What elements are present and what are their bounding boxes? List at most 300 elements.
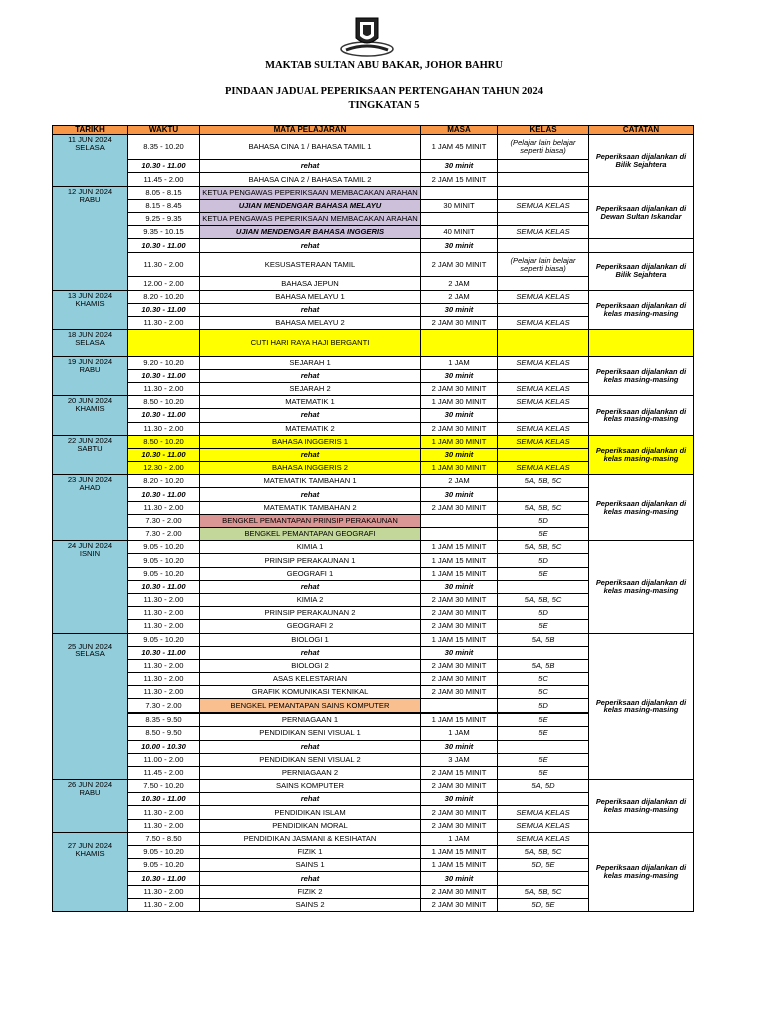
subject-cell: PENDIDIKAN JASMANI & KESIHATAN [200, 832, 421, 845]
day-text: AHAD [79, 483, 101, 493]
masa-cell: 2 JAM 30 MINIT [421, 673, 498, 686]
kelas-cell: SEMUA KELAS [498, 356, 589, 369]
break-cell: rehat [200, 369, 421, 382]
time-cell: 10.30 - 11.00 [128, 646, 200, 659]
time-cell: 8.15 - 8.45 [128, 199, 200, 212]
header-mata-pelajaran: MATA PELAJARAN [200, 126, 421, 135]
school-name: MAKTAB SULTAN ABU BAKAR, JOHOR BAHRU [265, 60, 503, 71]
table-row [53, 435, 694, 448]
catatan-cell: Peperiksaan dijalankan di Dewan Sultan Iskandar [589, 186, 694, 239]
time-cell: 10.30 - 11.00 [128, 303, 200, 316]
time-cell: 11.30 - 2.00 [128, 501, 200, 514]
header-catatan: CATATAN [589, 126, 694, 135]
kelas-cell [498, 646, 589, 659]
break-cell: rehat [200, 409, 421, 422]
subject-cell: GRAFIK KOMUNIKASI TEKNIKAL [200, 686, 421, 699]
kelas-cell: 5A, 5B, 5C [498, 541, 589, 554]
time-cell: 11.30 - 2.00 [128, 806, 200, 819]
subject-cell: MATEMATIK TAMBAHAN 1 [200, 475, 421, 488]
catatan-cell: Peperiksaan dijalankan di kelas masing-masing [589, 541, 694, 633]
masa-cell: 30 minit [421, 369, 498, 382]
time-cell: 10.30 - 11.00 [128, 793, 200, 806]
time-cell: 12.00 - 2.00 [128, 277, 200, 290]
subject-cell: MATEMATIK 1 [200, 396, 421, 409]
time-cell: 10.30 - 11.00 [128, 580, 200, 593]
time-cell: 9.25 - 9.35 [128, 213, 200, 226]
time-cell: 12.30 - 2.00 [128, 462, 200, 475]
day-text: KHAMIS [75, 298, 105, 308]
day-text: KHAMIS [75, 848, 105, 858]
kelas-cell [498, 213, 589, 226]
time-cell: 10.30 - 11.00 [128, 369, 200, 382]
time-cell: 11.30 - 2.00 [128, 422, 200, 435]
masa-cell [421, 528, 498, 541]
masa-cell: 30 minit [421, 303, 498, 316]
masa-cell: 2 JAM 30 MINIT [421, 317, 498, 330]
subject-cell: SEJARAH 1 [200, 356, 421, 369]
header-masa: MASA [421, 126, 498, 135]
time-cell: 11.30 - 2.00 [128, 673, 200, 686]
kelas-cell: 5E [498, 766, 589, 779]
date-cell [53, 330, 128, 356]
table-row [53, 290, 694, 303]
subject-cell: PERNIAGAAN 1 [200, 714, 421, 727]
kelas-cell: 5A, 5B, 5C [498, 475, 589, 488]
time-cell: 7.50 - 10.20 [128, 780, 200, 793]
time-cell: 7.30 - 2.00 [128, 514, 200, 527]
kelas-cell [498, 330, 589, 356]
kelas-cell: SEMUA KELAS [498, 819, 589, 832]
time-cell [128, 330, 200, 356]
time-cell: 11.45 - 2.00 [128, 173, 200, 186]
subject-cell: UJIAN MENDENGAR BAHASA INGGERIS [200, 226, 421, 239]
masa-cell: 2 JAM 30 MINIT [421, 422, 498, 435]
time-cell: 8.50 - 9.50 [128, 727, 200, 740]
subject-cell: BENGKEL PEMANTAPAN SAINS KOMPUTER [200, 699, 421, 712]
kelas-cell: 5E [498, 567, 589, 580]
holiday-label: CUTI HARI RAYA HAJI BERGANTI [200, 330, 421, 356]
date-cell [53, 290, 128, 330]
masa-cell: 2 JAM 30 MINIT [421, 607, 498, 620]
masa-cell: 1 JAM 15 MINIT [421, 633, 498, 646]
masa-cell: 1 JAM [421, 727, 498, 740]
kelas-cell: 5A, 5B, 5C [498, 501, 589, 514]
break-cell: rehat [200, 580, 421, 593]
day-text: RABU [79, 788, 101, 798]
table-row [53, 356, 694, 369]
kelas-cell: SEMUA KELAS [498, 199, 589, 212]
header-tarikh: TARIKH [53, 126, 128, 135]
masa-cell: 30 MINIT [421, 199, 498, 212]
date-cell [53, 135, 128, 186]
masa-cell: 30 minit [421, 409, 498, 422]
time-cell: 11.30 - 2.00 [128, 607, 200, 620]
masa-cell [421, 330, 498, 356]
kelas-cell: SEMUA KELAS [498, 435, 589, 448]
date-text: 12 JUN 2024 [67, 186, 113, 196]
masa-cell: 2 JAM 30 MINIT [421, 593, 498, 606]
time-cell: 10.30 - 11.00 [128, 872, 200, 885]
kelas-cell [498, 409, 589, 422]
date-text: 13 JUN 2024 [67, 290, 113, 300]
kelas-cell: (Pelajar lain belajar seperti biasa) [498, 252, 589, 277]
subject-cell: KETUA PENGAWAS PEPERIKSAAN MEMBACAKAN ARAHAN [200, 213, 421, 226]
kelas-cell: 5E [498, 714, 589, 727]
kelas-cell [498, 872, 589, 885]
kelas-cell [498, 369, 589, 382]
catatan-cell: Peperiksaan dijalankan di kelas masing-masing [589, 780, 694, 833]
time-cell: 10.30 - 11.00 [128, 409, 200, 422]
masa-cell [421, 213, 498, 226]
subject-cell: FIZIK 1 [200, 846, 421, 859]
subject-cell: BENGKEL PEMANTAPAN GEOGRAFI [200, 528, 421, 541]
time-cell: 9.05 - 10.20 [128, 859, 200, 872]
kelas-cell: SEMUA KELAS [498, 382, 589, 395]
day-text: RABU [79, 364, 101, 374]
subject-cell: BAHASA MELAYU 1 [200, 290, 421, 303]
header-waktu: WAKTU [128, 126, 200, 135]
subject-cell: MATEMATIK 2 [200, 422, 421, 435]
time-cell: 11.30 - 2.00 [128, 659, 200, 672]
date-cell [53, 541, 128, 633]
kelas-cell [498, 488, 589, 501]
time-cell: 9.20 - 10.20 [128, 356, 200, 369]
catatan-cell: Peperiksaan dijalankan di kelas masing-masing [589, 396, 694, 436]
break-cell: rehat [200, 488, 421, 501]
masa-cell: 2 JAM 15 MINIT [421, 766, 498, 779]
kelas-cell: 5C [498, 673, 589, 686]
masa-cell: 1 JAM [421, 356, 498, 369]
kelas-cell [498, 239, 589, 252]
time-cell: 11.45 - 2.00 [128, 766, 200, 779]
subject-cell: BIOLOGI 2 [200, 659, 421, 672]
subject-cell: PRINSIP PERAKAUNAN 1 [200, 554, 421, 567]
masa-cell: 2 JAM 15 MINIT [421, 173, 498, 186]
time-cell: 11.30 - 2.00 [128, 382, 200, 395]
subject-cell: FIZIK 2 [200, 885, 421, 898]
table-row [53, 396, 694, 409]
time-cell: 11.30 - 2.00 [128, 317, 200, 330]
kelas-cell: 5D [498, 514, 589, 527]
date-cell [53, 435, 128, 475]
masa-cell [421, 514, 498, 527]
exam-schedule-table [52, 125, 694, 912]
kelas-cell [498, 277, 589, 290]
catatan-cell: Peperiksaan dijalankan di kelas masing-masing [589, 475, 694, 541]
kelas-cell: SEMUA KELAS [498, 317, 589, 330]
kelas-cell [498, 448, 589, 461]
masa-cell: 2 JAM [421, 290, 498, 303]
kelas-cell: 5D [498, 554, 589, 567]
table-row [53, 780, 694, 793]
kelas-cell: SEMUA KELAS [498, 422, 589, 435]
subject-cell: PENDIDIKAN ISLAM [200, 806, 421, 819]
kelas-cell [498, 303, 589, 316]
table-row [53, 330, 694, 356]
time-cell: 7.50 - 8.50 [128, 832, 200, 845]
time-cell: 11.30 - 2.00 [128, 686, 200, 699]
subject-cell: SAINS 1 [200, 859, 421, 872]
masa-cell: 2 JAM 30 MINIT [421, 501, 498, 514]
catatan-cell: Peperiksaan dijalankan di Bilik Sejahtera [589, 135, 694, 186]
subject-cell: BAHASA INGGERIS 1 [200, 435, 421, 448]
kelas-cell [498, 740, 589, 753]
masa-cell: 2 JAM 30 MINIT [421, 686, 498, 699]
masa-cell: 30 minit [421, 740, 498, 753]
time-cell: 8.20 - 10.20 [128, 290, 200, 303]
time-cell: 10.30 - 11.00 [128, 448, 200, 461]
document-title: PINDAAN JADUAL PEPERIKSAAN PERTENGAHAN TAHUN 2024 [224, 86, 544, 97]
date-text: 19 JUN 2024 [67, 356, 113, 366]
masa-cell: 1 JAM 30 MINIT [421, 435, 498, 448]
masa-cell: 2 JAM 30 MINIT [421, 806, 498, 819]
catatan-cell: Peperiksaan dijalankan di kelas masing-masing [589, 290, 694, 330]
kelas-cell: 5E [498, 620, 589, 633]
masa-cell: 2 JAM 30 MINIT [421, 819, 498, 832]
table-row [53, 475, 694, 488]
catatan-cell: Peperiksaan dijalankan di kelas masing-masing [589, 435, 694, 475]
masa-cell: 1 JAM 15 MINIT [421, 846, 498, 859]
crest-logo [338, 12, 396, 58]
kelas-cell: 5A, 5B [498, 633, 589, 646]
break-cell: rehat [200, 646, 421, 659]
catatan-cell: Peperiksaan dijalankan di Bilik Sejahtera [589, 252, 694, 290]
date-text: 26 JUN 2024 [67, 780, 113, 790]
masa-cell: 30 minit [421, 239, 498, 252]
table-row [53, 633, 694, 646]
subject-cell: KETUA PENGAWAS PEPERIKSAAN MEMBACAKAN ARAHAN [200, 186, 421, 199]
catatan-cell [589, 239, 694, 252]
kelas-cell: 5A, 5B, 5C [498, 846, 589, 859]
date-text: 22 JUN 2024 [67, 435, 113, 445]
kelas-cell: SEMUA KELAS [498, 806, 589, 819]
subject-cell: BENGKEL PEMANTAPAN PRINSIP PERAKAUNAN [200, 514, 421, 527]
day-text: SELASA [75, 338, 105, 348]
table-row [53, 239, 694, 252]
masa-cell: 30 minit [421, 793, 498, 806]
kelas-cell: 5D [498, 699, 589, 712]
break-cell: rehat [200, 160, 421, 173]
subject-cell: BAHASA CINA 2 / BAHASA TAMIL 2 [200, 173, 421, 186]
masa-cell: 2 JAM 30 MINIT [421, 659, 498, 672]
kelas-cell: (Pelajar lain belajar seperti biasa) [498, 135, 589, 160]
break-cell: rehat [200, 448, 421, 461]
subject-cell: PENDIDIKAN MORAL [200, 819, 421, 832]
subject-cell: GEOGRAFI 1 [200, 567, 421, 580]
kelas-cell: SEMUA KELAS [498, 396, 589, 409]
masa-cell: 30 minit [421, 488, 498, 501]
date-text: 23 JUN 2024 [67, 475, 113, 485]
masa-cell: 1 JAM [421, 832, 498, 845]
header-kelas: KELAS [498, 126, 589, 135]
form-level: TINGKATAN 5 [348, 100, 420, 111]
break-cell: rehat [200, 740, 421, 753]
time-cell: 8.35 - 10.20 [128, 135, 200, 160]
kelas-cell: 5D [498, 607, 589, 620]
kelas-cell: 5E [498, 727, 589, 740]
masa-cell: 1 JAM 15 MINIT [421, 714, 498, 727]
table-row [53, 541, 694, 554]
masa-cell: 30 minit [421, 872, 498, 885]
table-row [53, 252, 694, 277]
time-cell: 8.20 - 10.20 [128, 475, 200, 488]
table-row [53, 135, 694, 160]
masa-cell: 2 JAM 30 MINIT [421, 885, 498, 898]
masa-cell: 2 JAM 30 MINIT [421, 898, 498, 911]
catatan-cell [589, 330, 694, 356]
time-cell: 10.00 - 10.30 [128, 740, 200, 753]
kelas-cell: SEMUA KELAS [498, 226, 589, 239]
kelas-cell: 5D, 5E [498, 898, 589, 911]
day-text: KHAMIS [75, 404, 105, 414]
subject-cell: ASAS KELESTARIAN [200, 673, 421, 686]
catatan-cell: Peperiksaan dijalankan di kelas masing-masing [589, 633, 694, 780]
kelas-cell [498, 580, 589, 593]
masa-cell: 40 MINIT [421, 226, 498, 239]
time-cell: 9.05 - 10.20 [128, 633, 200, 646]
kelas-cell: 5A, 5D [498, 780, 589, 793]
subject-cell: SAINS 2 [200, 898, 421, 911]
date-text: 20 JUN 2024 [67, 396, 113, 406]
subject-cell: PRINSIP PERAKAUNAN 2 [200, 607, 421, 620]
subject-cell: KESUSASTERAAN TAMIL [200, 252, 421, 277]
kelas-cell: 5C [498, 686, 589, 699]
masa-cell: 1 JAM 15 MINIT [421, 859, 498, 872]
masa-cell: 30 minit [421, 160, 498, 173]
time-cell: 11.30 - 2.00 [128, 620, 200, 633]
masa-cell [421, 186, 498, 199]
date-cell [53, 356, 128, 396]
table-row [53, 186, 694, 199]
kelas-cell: 5A, 5B, 5C [498, 885, 589, 898]
masa-cell: 2 JAM 30 MINIT [421, 382, 498, 395]
subject-cell: BAHASA JEPUN [200, 277, 421, 290]
masa-cell: 1 JAM 30 MINIT [421, 462, 498, 475]
time-cell: 11.30 - 2.00 [128, 898, 200, 911]
subject-cell: SAINS KOMPUTER [200, 780, 421, 793]
time-cell: 8.35 - 9.50 [128, 714, 200, 727]
subject-cell: BIOLOGI 1 [200, 633, 421, 646]
subject-cell: BAHASA CINA 1 / BAHASA TAMIL 1 [200, 135, 421, 160]
date-text: 24 JUN 2024 [67, 541, 113, 551]
time-cell: 11.00 - 2.00 [128, 753, 200, 766]
time-cell: 10.30 - 11.00 [128, 239, 200, 252]
masa-cell: 1 JAM 30 MINIT [421, 396, 498, 409]
day-text: SELASA [75, 649, 105, 659]
time-cell: 9.05 - 10.20 [128, 846, 200, 859]
subject-cell: PERNIAGAAN 2 [200, 766, 421, 779]
subject-cell: GEOGRAFI 2 [200, 620, 421, 633]
date-cell [53, 475, 128, 541]
masa-cell [421, 699, 498, 712]
subject-cell: KIMIA 1 [200, 541, 421, 554]
masa-cell: 1 JAM 15 MINIT [421, 567, 498, 580]
kelas-cell: 5E [498, 528, 589, 541]
masa-cell: 2 JAM 30 MINIT [421, 620, 498, 633]
masa-cell: 3 JAM [421, 753, 498, 766]
time-cell: 8.50 - 10.20 [128, 435, 200, 448]
time-cell: 11.30 - 2.00 [128, 593, 200, 606]
table-row [53, 832, 694, 845]
time-cell: 9.05 - 10.20 [128, 567, 200, 580]
kelas-cell: SEMUA KELAS [498, 290, 589, 303]
time-cell: 7.30 - 2.00 [128, 528, 200, 541]
masa-cell: 1 JAM 15 MINIT [421, 554, 498, 567]
time-cell: 9.05 - 10.20 [128, 541, 200, 554]
day-text: RABU [79, 194, 101, 204]
subject-cell: PENDIDIKAN SENI VISUAL 1 [200, 727, 421, 740]
masa-cell: 2 JAM 30 MINIT [421, 252, 498, 277]
time-cell: 10.30 - 11.00 [128, 160, 200, 173]
time-cell: 9.35 - 10.15 [128, 226, 200, 239]
date-text: 27 JUN 2024 [67, 840, 113, 850]
catatan-cell: Peperiksaan dijalankan di kelas masing-masing [589, 356, 694, 396]
date-cell [53, 396, 128, 436]
masa-cell: 2 JAM [421, 277, 498, 290]
time-cell: 7.30 - 2.00 [128, 699, 200, 712]
subject-cell: BAHASA INGGERIS 2 [200, 462, 421, 475]
subject-cell: SEJARAH 2 [200, 382, 421, 395]
time-cell: 11.30 - 2.00 [128, 885, 200, 898]
date-text: 25 JUN 2024 [67, 641, 113, 651]
catatan-cell: Peperiksaan dijalankan di kelas masing-masing [589, 832, 694, 911]
kelas-cell: SEMUA KELAS [498, 462, 589, 475]
kelas-cell: 5A, 5B, 5C [498, 593, 589, 606]
masa-cell: 1 JAM 15 MINIT [421, 541, 498, 554]
break-cell: rehat [200, 303, 421, 316]
time-cell: 8.05 - 8.15 [128, 186, 200, 199]
kelas-cell [498, 160, 589, 173]
kelas-cell: 5A, 5B [498, 659, 589, 672]
date-text: 18 JUN 2024 [67, 330, 113, 340]
time-cell: 8.50 - 10.20 [128, 396, 200, 409]
subject-cell: UJIAN MENDENGAR BAHASA MELAYU [200, 199, 421, 212]
masa-cell: 1 JAM 45 MINIT [421, 135, 498, 160]
break-cell: rehat [200, 872, 421, 885]
subject-cell: MATEMATIK TAMBAHAN 2 [200, 501, 421, 514]
masa-cell: 2 JAM [421, 475, 498, 488]
date-text: 11 JUN 2024 [68, 135, 112, 145]
subject-cell: KIMIA 2 [200, 593, 421, 606]
day-text: SABTU [77, 443, 103, 453]
masa-cell: 2 JAM 30 MINIT [421, 780, 498, 793]
kelas-cell: SEMUA KELAS [498, 832, 589, 845]
kelas-cell: 5E [498, 753, 589, 766]
kelas-cell [498, 186, 589, 199]
kelas-cell [498, 793, 589, 806]
table-header-row [53, 126, 694, 135]
subject-cell: PENDIDIKAN SENI VISUAL 2 [200, 753, 421, 766]
masa-cell: 30 minit [421, 448, 498, 461]
masa-cell: 30 minit [421, 646, 498, 659]
day-text: ISNIN [79, 549, 101, 559]
date-cell [53, 633, 128, 780]
kelas-cell [498, 173, 589, 186]
subject-cell: BAHASA MELAYU 2 [200, 317, 421, 330]
time-cell: 11.30 - 2.00 [128, 252, 200, 277]
break-cell: rehat [200, 239, 421, 252]
day-text: SELASA [75, 143, 105, 153]
time-cell: 10.30 - 11.00 [128, 488, 200, 501]
kelas-cell: 5D, 5E [498, 859, 589, 872]
time-cell: 9.05 - 10.20 [128, 554, 200, 567]
break-cell: rehat [200, 793, 421, 806]
time-cell: 11.30 - 2.00 [128, 819, 200, 832]
date-cell [53, 186, 128, 290]
date-cell [53, 780, 128, 833]
date-cell [53, 832, 128, 911]
masa-cell: 30 minit [421, 580, 498, 593]
